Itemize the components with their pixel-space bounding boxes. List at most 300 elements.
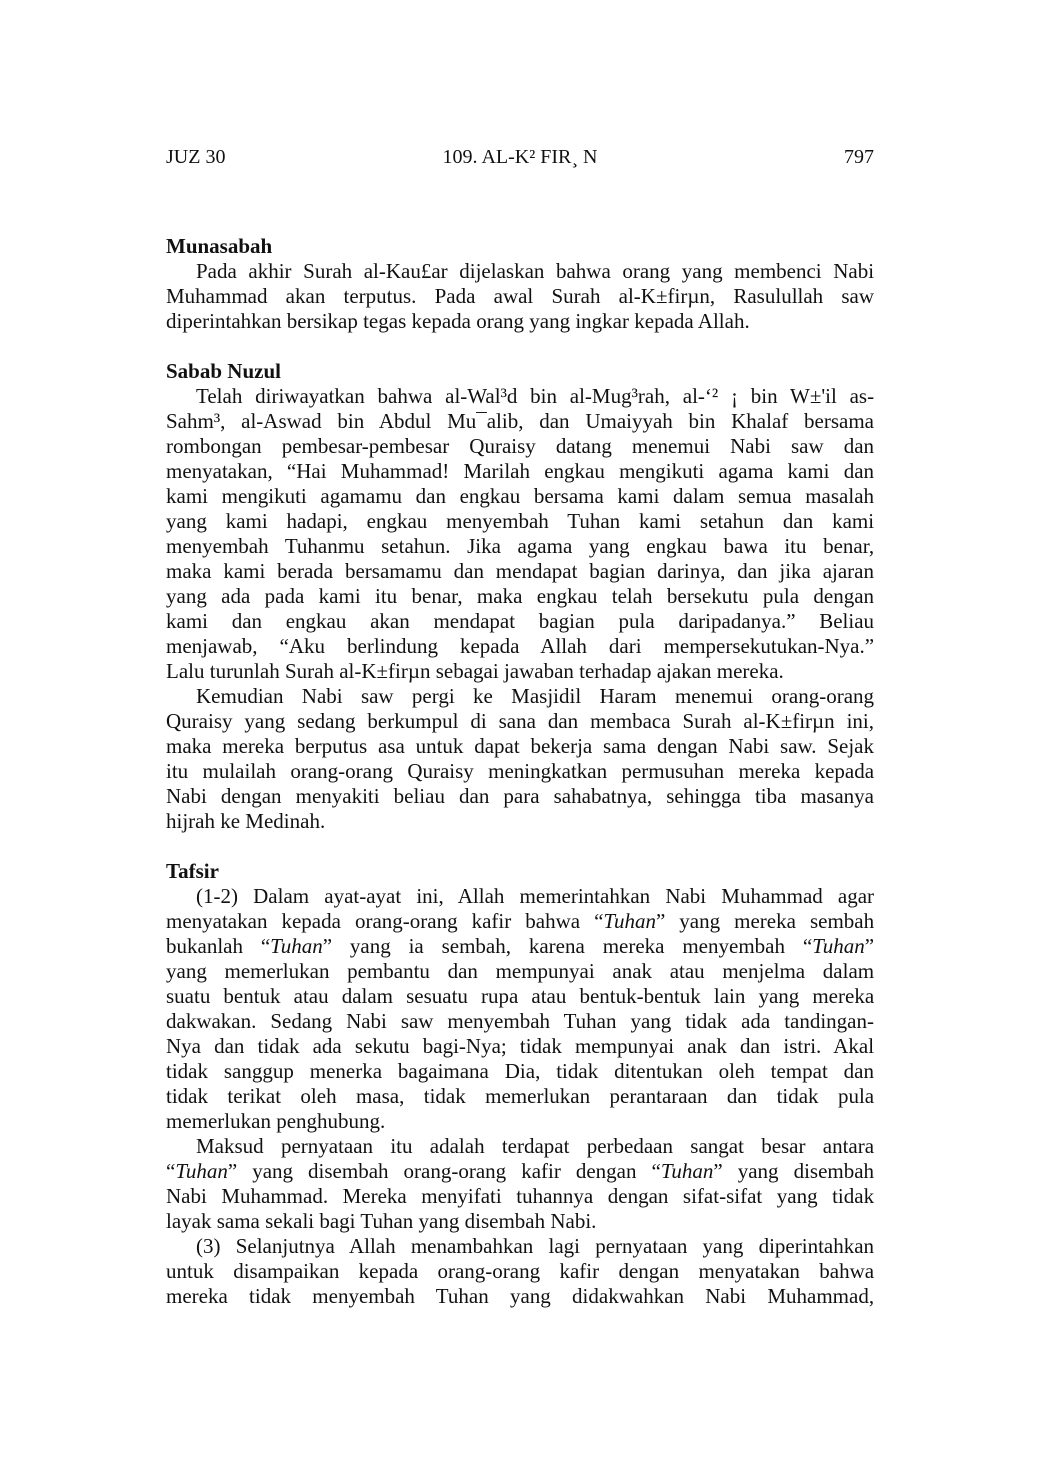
- text-segment: menyembah: [312, 1284, 415, 1308]
- text-segment: ajaran: [822, 559, 874, 583]
- text-line: [166, 1184, 874, 1209]
- text-segment: sana: [498, 709, 536, 733]
- text-segment: dan: [843, 434, 875, 458]
- text-segment: menyatakan,: [166, 459, 273, 483]
- text-segment: disembah: [308, 1159, 389, 1183]
- text-segment: dan: [453, 559, 484, 583]
- text-segment: Sejak: [827, 734, 874, 758]
- text-segment: yang: [758, 984, 800, 1008]
- text-segment: bawa: [723, 534, 768, 558]
- text-segment: saw: [841, 284, 875, 308]
- text-segment: tidak: [685, 1009, 728, 1033]
- text-segment: sedang: [297, 709, 356, 733]
- text-segment: Abdul: [378, 409, 432, 433]
- text-segment: bagian: [538, 609, 595, 633]
- text-segment: Allah: [540, 634, 587, 658]
- text-segment: tidak: [832, 1184, 875, 1208]
- text-segment: Nabi: [346, 1009, 387, 1033]
- text-segment: bentuk-bentuk: [579, 984, 701, 1008]
- text-segment: anak: [687, 1034, 727, 1058]
- text-segment: mengikuti: [619, 459, 705, 483]
- text-segment: mereka: [812, 984, 875, 1008]
- text-segment: ini,: [416, 884, 444, 908]
- text-segment: yang: [166, 584, 207, 608]
- text-segment: Jika: [467, 534, 501, 558]
- text-segment: itu: [784, 534, 807, 558]
- text-segment: “: [651, 1159, 661, 1183]
- italic-text: Tuhan: [270, 934, 323, 958]
- text-segment: kami: [832, 509, 875, 533]
- text-segment: bin: [530, 384, 557, 408]
- text-segment: kami: [225, 509, 268, 533]
- text-segment: engkau: [285, 609, 347, 633]
- text-segment: bagi-Nya;: [422, 1034, 507, 1058]
- text-segment: bekerja: [530, 734, 593, 758]
- text-segment: dengan: [656, 734, 718, 758]
- text-segment: Mu¯alib,: [447, 409, 524, 433]
- text-line: [166, 809, 874, 834]
- text-segment: Muhammad,: [767, 1284, 875, 1308]
- text-segment: dan: [726, 1084, 758, 1108]
- text-segment: terdapat: [501, 1134, 570, 1158]
- text-segment: ”: [227, 1159, 238, 1183]
- text-segment: mempunyai: [574, 1034, 675, 1058]
- italic-text: Tuhan: [812, 934, 865, 958]
- text-segment: atau: [531, 984, 567, 1008]
- text-segment: bersama: [533, 484, 604, 508]
- text-segment: Mereka: [342, 1184, 407, 1208]
- text-segment: yang: [702, 1234, 744, 1258]
- text-segment: menerka: [309, 1059, 383, 1083]
- text-segment: Surah: [682, 709, 732, 733]
- text-segment: dengan: [607, 1184, 669, 1208]
- text-segment: Nabi: [730, 434, 771, 458]
- italic-text: Tuhan: [660, 1159, 714, 1183]
- text-segment: jika: [779, 559, 811, 583]
- text-segment: Marilah: [463, 459, 530, 483]
- text-line: [166, 734, 874, 759]
- text-line: [166, 484, 874, 509]
- text-segment: Umaiyyah: [585, 409, 673, 433]
- section-title: Munasabah: [166, 234, 273, 258]
- section-title: Sabab Nuzul: [166, 359, 281, 383]
- text-segment: menjelma: [722, 959, 806, 983]
- text-segment: sangat: [690, 1134, 744, 1158]
- text-segment: al-Wal³d: [445, 384, 518, 408]
- text-segment: dan: [459, 784, 490, 808]
- text-segment: yang: [252, 1159, 294, 1183]
- text-segment: itu: [166, 759, 189, 783]
- text-segment: permusuhan: [621, 759, 725, 783]
- text-segment: suatu: [166, 984, 211, 1008]
- text-segment: al-Aswad: [241, 409, 322, 433]
- text-segment: dan: [539, 409, 570, 433]
- text-segment: lagi: [548, 1234, 580, 1258]
- text-segment: terikat: [227, 1084, 282, 1108]
- text-segment: dalam: [673, 484, 725, 508]
- text-segment: “: [802, 934, 813, 958]
- text-segment: Sahm³,: [166, 409, 226, 433]
- text-segment: saw: [791, 434, 824, 458]
- text-segment: Nabi: [728, 734, 770, 758]
- text-line: [166, 1059, 874, 1084]
- text-segment: mulailah: [202, 759, 276, 783]
- text-line: [166, 534, 874, 559]
- text-line: [166, 1109, 874, 1134]
- text-segment: diriwayatkan: [255, 384, 365, 408]
- text-segment: meningkatkan: [488, 759, 608, 783]
- text-segment: atau: [293, 984, 329, 1008]
- text-segment: membaca: [590, 709, 671, 733]
- text-segment: Quraisy: [166, 709, 233, 733]
- text-segment: Nabi: [166, 784, 207, 808]
- text-segment: yang: [244, 709, 286, 733]
- text-segment: perbedaan: [586, 1134, 673, 1158]
- text-line: [166, 259, 874, 284]
- text-segment: pergi: [411, 684, 455, 708]
- text-segment: Muhammad: [721, 884, 823, 908]
- text-segment: bagian: [589, 559, 646, 583]
- text-segment: al-Kau£ar: [363, 259, 448, 283]
- text-segment: pada: [264, 584, 305, 608]
- text-segment: Masjidil: [511, 684, 582, 708]
- text-segment: agama: [718, 459, 774, 483]
- text-segment: Nabi: [665, 884, 707, 908]
- text-segment: menambahkan: [410, 1234, 534, 1258]
- text-segment: (1-2): [196, 884, 238, 908]
- text-segment: kami: [639, 509, 682, 533]
- text-segment: masanya: [800, 784, 874, 808]
- text-segment: disampaikan: [233, 1259, 340, 1283]
- text-segment: mendapat: [433, 609, 516, 633]
- text-segment: dengan: [813, 584, 875, 608]
- text-segment: bin: [750, 384, 778, 408]
- text-segment: Nabi: [166, 1184, 207, 1208]
- text-segment: “: [594, 909, 604, 933]
- page-number: 797: [844, 146, 874, 168]
- text-segment: istri.: [783, 1034, 822, 1058]
- text-segment: itu: [390, 1134, 413, 1158]
- text-segment: perantaraan: [609, 1084, 708, 1108]
- text-segment: oleh: [718, 1059, 755, 1083]
- text-segment: antara: [822, 1134, 875, 1158]
- text-segment: pembesar-pembesar: [281, 434, 450, 458]
- text-segment: tidak: [249, 1284, 292, 1308]
- text-segment: yang: [166, 959, 207, 983]
- text-segment: mempersekutukan-Nya.”: [663, 634, 875, 658]
- text-segment: Selanjutnya: [235, 1234, 335, 1258]
- text-segment: tiba: [754, 784, 787, 808]
- text-segment: orang-orang: [354, 909, 458, 933]
- text-segment: ini,: [846, 709, 874, 733]
- text-segment: Dalam: [253, 884, 310, 908]
- text-segment: dan: [547, 709, 579, 733]
- text-segment: bersama: [804, 409, 874, 433]
- text-segment: Beliau: [819, 609, 875, 633]
- text-segment: Allah: [457, 884, 505, 908]
- text-segment: dengan: [220, 784, 282, 808]
- text-segment: rupa: [481, 984, 519, 1008]
- text-segment: sanggup: [223, 1059, 294, 1083]
- text-line: [166, 1009, 874, 1034]
- text-segment: Maksud: [196, 1134, 264, 1158]
- text-segment: didakwahkan: [572, 1284, 685, 1308]
- text-segment: Quraisy: [469, 434, 536, 458]
- text-segment: para: [503, 784, 540, 808]
- text-segment: tempat: [770, 1059, 828, 1083]
- text-segment: Muhammad: [166, 284, 268, 308]
- text-segment: engkau: [459, 484, 521, 508]
- text-segment: bukanlah: [166, 934, 243, 958]
- text-segment: yang: [776, 1184, 818, 1208]
- text-segment: dalam: [822, 959, 875, 983]
- text-segment: kami: [617, 484, 660, 508]
- text-segment: atau: [669, 959, 705, 983]
- text-segment: sesuatu: [406, 984, 468, 1008]
- text-segment: maka: [166, 559, 212, 583]
- text-segment: bahwa: [819, 1259, 875, 1283]
- surah-title: 109. AL-K² FIR¸ N: [442, 146, 598, 168]
- text-segment: anak: [612, 959, 653, 983]
- text-segment: Nabi: [833, 259, 875, 283]
- text-segment: engkau: [544, 459, 605, 483]
- text-segment: agama: [517, 534, 573, 558]
- text-segment: Tuhan: [563, 1009, 617, 1033]
- text-line: [166, 434, 874, 459]
- text-segment: tidak: [556, 1059, 599, 1083]
- text-line: [166, 309, 874, 334]
- text-segment: Surah: [551, 284, 601, 308]
- text-segment: hadapi,: [286, 509, 348, 533]
- text-line: [166, 384, 874, 409]
- section: [166, 859, 874, 1309]
- italic-text: Tuhan: [175, 1159, 228, 1183]
- text-segment: akhir: [248, 259, 292, 283]
- text-segment: Surah: [303, 259, 353, 283]
- text-segment: as-: [849, 384, 875, 408]
- text-segment: ada: [741, 1009, 771, 1033]
- text-segment: al-K±firµn: [743, 709, 835, 733]
- text-segment: yang: [166, 509, 207, 533]
- text-segment: tandingan-: [784, 1009, 874, 1033]
- text-segment: disembah: [793, 1159, 875, 1183]
- text-line: [166, 1234, 874, 1259]
- text-segment: masalah: [805, 484, 875, 508]
- text-segment: kepada: [459, 634, 520, 658]
- text-segment: dan: [843, 459, 875, 483]
- text-segment: dan: [737, 559, 768, 583]
- text-segment: ditentukan: [614, 1059, 703, 1083]
- text-line: [166, 934, 874, 959]
- text-segment: dan: [447, 959, 478, 983]
- text-segment: pembantu: [347, 959, 430, 983]
- section: [166, 234, 874, 334]
- text-segment: saw.: [780, 734, 817, 758]
- text-line: [166, 684, 874, 709]
- text-segment: sama: [603, 734, 647, 758]
- text-segment: diperintahkan bersikap tegas kepada orang yang ingkar kepada Allah.: [166, 309, 750, 333]
- text-segment: Tuhan: [435, 1284, 489, 1308]
- text-segment: mereka: [222, 734, 285, 758]
- text-segment: dakwakan.: [166, 1009, 257, 1033]
- text-segment: semua: [737, 484, 792, 508]
- text-segment: pula: [618, 609, 655, 633]
- juz-label: JUZ 30: [166, 146, 226, 168]
- text-segment: Muhammad.: [221, 1184, 329, 1208]
- text-segment: datang: [555, 434, 612, 458]
- text-segment: Quraisy: [407, 759, 474, 783]
- text-segment: darinya,: [657, 559, 726, 583]
- text-segment: terputus.: [343, 284, 417, 308]
- text-segment: diperintahkan: [758, 1234, 875, 1258]
- text-segment: “: [166, 1159, 176, 1183]
- text-line: [166, 984, 874, 1009]
- text-segment: Kemudian: [196, 684, 284, 708]
- text-segment: kepada: [281, 909, 341, 933]
- text-segment: sekutu: [354, 1034, 410, 1058]
- text-segment: saw: [360, 684, 394, 708]
- text-segment: bahwa: [555, 259, 611, 283]
- text-segment: engkau: [646, 534, 707, 558]
- text-segment: dari: [608, 634, 642, 658]
- text-segment: kami: [166, 484, 208, 508]
- text-segment: bentuk: [223, 984, 281, 1008]
- text-segment: bagaimana: [397, 1059, 489, 1083]
- section-title: Tafsir: [166, 859, 219, 883]
- text-segment: oleh: [300, 1084, 337, 1108]
- text-line: [166, 284, 874, 309]
- text-segment: maka: [166, 734, 212, 758]
- text-segment: agar: [837, 884, 875, 908]
- text-segment: kafir: [559, 1259, 600, 1283]
- text-segment: Sedang: [270, 1009, 333, 1033]
- text-segment: kafir: [521, 1159, 561, 1183]
- text-segment: ayat-ayat: [324, 884, 402, 908]
- text-line: [166, 409, 874, 434]
- text-segment: beliau: [393, 784, 445, 808]
- text-segment: di: [470, 709, 487, 733]
- text-segment: hijrah ke Medinah.: [166, 809, 326, 833]
- text-segment: daripadanya.”: [678, 609, 796, 633]
- text-segment: menyatakan: [166, 909, 268, 933]
- text-segment: pernyataan: [595, 1234, 688, 1258]
- text-segment: orang-orang: [437, 1259, 541, 1283]
- text-segment: menyembah: [166, 534, 269, 558]
- italic-text: Tuhan: [603, 909, 656, 933]
- text-segment: menyatakan: [698, 1259, 800, 1283]
- text-segment: awal: [493, 284, 534, 308]
- text-segment: al-‘²: [682, 384, 719, 408]
- text-segment: setahun: [699, 509, 765, 533]
- text-segment: tidak: [519, 1034, 562, 1058]
- text-segment: berkumpul: [367, 709, 459, 733]
- text-segment: dijelaskan: [459, 259, 545, 283]
- text-segment: berlindung: [347, 634, 438, 658]
- text-segment: tidak: [166, 1059, 208, 1083]
- text-line: [166, 1209, 874, 1234]
- text-segment: adalah: [429, 1134, 485, 1158]
- text-segment: ada: [221, 584, 251, 608]
- text-segment: ke: [473, 684, 493, 708]
- text-segment: orang-orang: [403, 1159, 507, 1183]
- text-segment: saw: [400, 1009, 434, 1033]
- text-segment: memerintahkan: [519, 884, 651, 908]
- text-segment: masa,: [355, 1084, 405, 1108]
- text-line: [166, 609, 874, 634]
- text-segment: kami: [318, 584, 361, 608]
- text-segment: tuhannya: [516, 1184, 594, 1208]
- text-line: [166, 509, 874, 534]
- text-segment: kafir: [471, 909, 512, 933]
- text-line: [166, 909, 874, 934]
- text-segment: untuk: [166, 1259, 214, 1283]
- text-segment: sembah,: [441, 934, 511, 958]
- text-line: [166, 709, 874, 734]
- text-segment: memerlukan: [485, 1084, 591, 1108]
- text-segment: Lalu turunlah Surah al-K±firµn sebagai jawaban terhadap ajakan mereka.: [166, 659, 784, 683]
- text-segment: bersekutu: [666, 584, 749, 608]
- text-segment: bin: [337, 409, 365, 433]
- text-segment: sembah: [809, 909, 875, 933]
- text-segment: mempunyai: [495, 959, 595, 983]
- text-segment: W±'il: [790, 384, 837, 408]
- text-segment: Allah: [348, 1234, 396, 1258]
- text-segment: mereka: [166, 1284, 228, 1308]
- text-segment: yang: [588, 534, 630, 558]
- text-segment: memerlukan: [224, 959, 330, 983]
- text-line: [166, 659, 874, 684]
- text-segment: dan: [843, 1059, 874, 1083]
- text-segment: akan: [370, 609, 410, 633]
- text-segment: yang: [509, 1284, 551, 1308]
- text-segment: berputus: [294, 734, 368, 758]
- text-segment: ”: [713, 1159, 723, 1183]
- text-line: [166, 584, 874, 609]
- text-segment: membenci: [734, 259, 822, 283]
- text-segment: ”: [322, 934, 333, 958]
- text-segment: mereka: [738, 759, 801, 783]
- text-segment: kami: [787, 459, 830, 483]
- text-segment: bersamamu: [344, 559, 442, 583]
- text-segment: kepada: [814, 759, 875, 783]
- text-segment: asa: [377, 734, 405, 758]
- text-line: [166, 959, 874, 984]
- text-segment: Pada: [434, 284, 476, 308]
- text-segment: orang-orang: [290, 759, 393, 783]
- text-segment: Rasulullah: [733, 284, 824, 308]
- running-header: [166, 146, 874, 172]
- text-line: [166, 759, 874, 784]
- text-segment: orang: [622, 259, 671, 283]
- text-segment: dalam: [341, 984, 394, 1008]
- text-segment: “: [260, 934, 271, 958]
- text-segment: dan: [415, 484, 446, 508]
- text-segment: dapat: [474, 734, 520, 758]
- text-segment: bin: [688, 409, 716, 433]
- text-segment: menyifati: [421, 1184, 502, 1208]
- text-segment: kami: [223, 559, 266, 583]
- text-segment: sahabatnya,: [553, 784, 653, 808]
- text-segment: menemui: [631, 434, 711, 458]
- text-line: [166, 634, 874, 659]
- page-body: [166, 234, 874, 1309]
- text-segment: yang: [737, 1159, 779, 1183]
- text-segment: mengikuti: [221, 484, 307, 508]
- text-segment: Haram: [599, 684, 657, 708]
- text-segment: (3): [196, 1234, 221, 1258]
- text-segment: Muhammad!: [340, 459, 450, 483]
- text-line: [166, 1034, 874, 1059]
